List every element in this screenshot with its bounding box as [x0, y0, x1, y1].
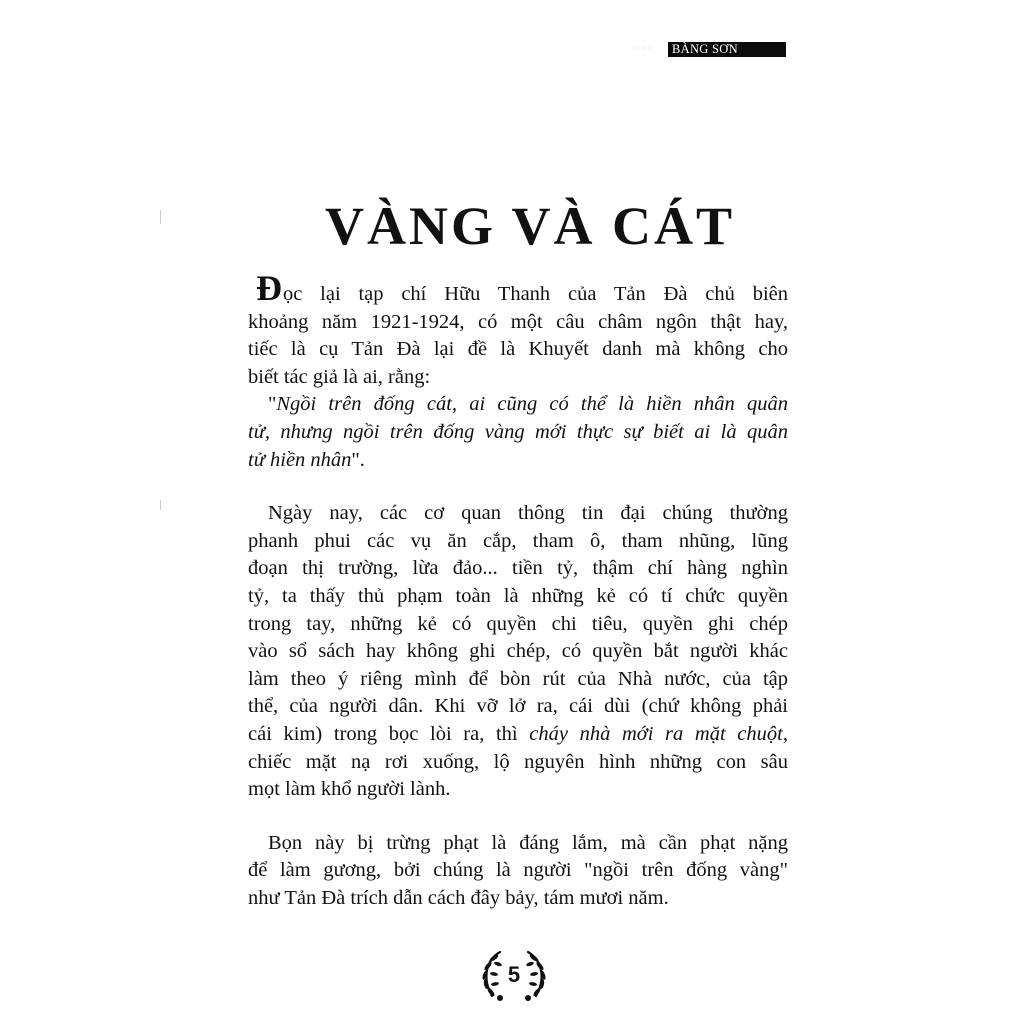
- body-text: [248, 268, 788, 912]
- text-segment: phanh phui các vụ ăn cắp, tham ô, tham nhũng, lũng: [248, 529, 788, 552]
- text-segment: thể, của người dân. Khi vỡ lở ra, cái dùi (chứ không phải: [248, 695, 788, 718]
- italic-text: tử hiền nhân: [248, 448, 352, 471]
- text-segment: biết tác giả là ai, rằng:: [248, 365, 431, 388]
- chapter-title: VÀNG VÀ CÁT: [324, 196, 736, 257]
- text-segment: đoạn thị trường, lừa đảo... tiền tỷ, thậm chí hàng nghìn: [248, 557, 788, 580]
- running-header: BÀNG SƠN: [668, 42, 786, 57]
- text-segment: Bọn này bị trừng phạt là đáng lắm, mà cần phạt nặng: [268, 831, 788, 854]
- text-segment: tỷ, ta thấy thủ phạm toàn là những kẻ có tí chức quyền: [248, 584, 788, 607]
- paragraph: [248, 830, 788, 913]
- text-segment: trong tay, những kẻ có quyền chi tiêu, quyền ghi chép: [248, 612, 788, 635]
- italic-text: cháy nhà mới ra mặt chuột: [529, 722, 783, 745]
- text-line: [248, 776, 788, 804]
- italic-text: tử, nhưng ngồi trên đống vàng mới thực sự biết ai là quân: [248, 420, 788, 443]
- header-ornament: · ·· ·: [636, 44, 651, 53]
- text-line: [248, 638, 788, 666]
- text-line: [248, 693, 788, 721]
- text-line: [248, 830, 788, 858]
- text-line: [248, 447, 788, 475]
- text-segment: cái kim) trong bọc lòi ra, thì: [248, 722, 530, 745]
- text-line: [248, 309, 788, 337]
- text-segment: mọt làm khổ người lành.: [248, 778, 451, 801]
- italic-text: Ngồi trên đống cát, ai cũng có thể là hiền nhân quân: [276, 393, 788, 416]
- text-line: [248, 749, 788, 777]
- text-segment: Ngày nay, các cơ quan thông tin đại chúng thường: [268, 502, 788, 525]
- text-segment: chiếc mặt nạ rơi xuống, lộ nguyên hình những con sâu: [248, 750, 788, 773]
- scan-mark: [160, 500, 161, 510]
- text-line: [248, 500, 788, 528]
- text-segment: làm theo ý riêng mình để bòn rút của Nhà nước, của tập: [248, 667, 788, 690]
- paragraph: [248, 500, 788, 804]
- text-segment: như Tản Đà trích dẫn cách đây bảy, tám mươi năm.: [248, 886, 669, 909]
- text-line: [248, 666, 788, 694]
- text-line: [248, 528, 788, 556]
- text-line: [248, 857, 788, 885]
- text-line: [248, 583, 788, 611]
- text-line: [248, 336, 788, 364]
- text-segment: ": [268, 393, 277, 416]
- paragraph: [248, 268, 788, 391]
- paragraph: [248, 391, 788, 474]
- text-segment: tiếc là cụ Tản Đà lại đề là Khuyết danh mà không cho: [248, 338, 788, 361]
- text-line: [248, 268, 788, 309]
- text-segment: ,: [782, 722, 788, 745]
- text-line: [248, 364, 788, 392]
- text-line: [248, 611, 788, 639]
- page-folio: [474, 948, 554, 1008]
- drop-cap: Đ: [256, 268, 282, 308]
- text-segment: khoảng năm 1921-1924, có một câu châm ngôn thật hay,: [248, 310, 788, 333]
- text-line: [248, 555, 788, 583]
- text-line: [248, 391, 788, 419]
- text-line: [248, 885, 788, 913]
- page-number: 5: [507, 962, 521, 987]
- text-segment: ".: [351, 448, 365, 471]
- text-line: [248, 721, 788, 749]
- text-line: [248, 419, 788, 447]
- text-segment: ọc lại tạp chí Hữu Thanh của Tản Đà chủ biên: [283, 283, 788, 305]
- text-segment: để làm gương, bởi chúng là người "ngồi trên đống vàng": [248, 859, 788, 882]
- text-segment: vào sổ sách hay không ghi chép, có quyền bắt người khác: [248, 640, 788, 663]
